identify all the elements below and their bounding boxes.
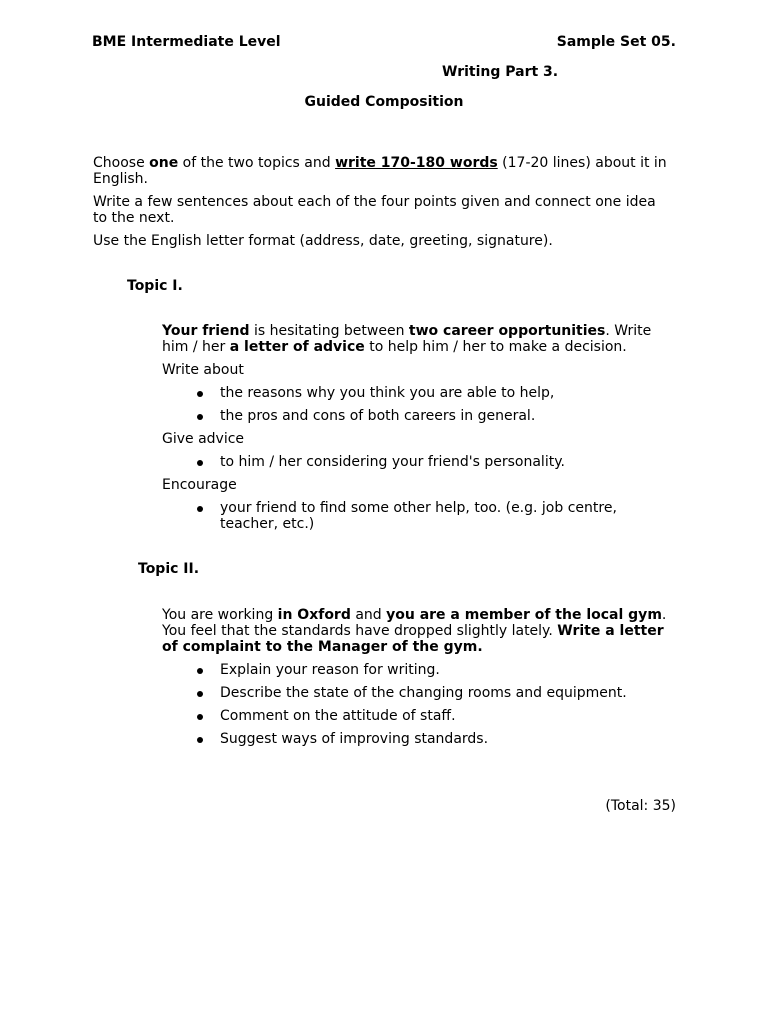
list-item-text: the reasons why you think you are able to help, [220,385,555,401]
topic-2-task-f: Write a letter of complaint to the Manager of the gym. [162,623,664,655]
instruction-3: Use the English letter format (address, date, greeting, signature). [93,233,553,249]
list-item-text: to him / her considering your friend's personality. [220,454,565,470]
total-score: (Total: 35) [605,798,676,814]
topic-1-task-e: a letter of advice [229,339,365,355]
list-item [162,408,677,424]
topic-1-task-c: two career opportunities [408,323,606,339]
topic-2-task-d: you are a member of the local gym [386,607,662,623]
encourage-label: Encourage [162,477,237,493]
topic-2-task-e: . You feel that the standards have dropped slightly lately. [162,607,667,639]
instruction-1-text-a: Choose [93,155,150,171]
topic-1-task-a: Your friend [162,323,250,339]
topic-2-task [162,607,677,655]
list-item [162,385,677,401]
instruction-1-emphasis-one: one [149,155,179,171]
bullet-icon [197,737,203,743]
topic-1-task-b: is hesitating between [249,323,409,339]
list-item [162,662,677,678]
topic-1-task-f: to help him / her to make a decision. [364,339,627,355]
list-item-text: Describe the state of the changing rooms and equipment. [220,685,627,701]
list-item [162,454,677,470]
topic-2-body [162,607,677,754]
write-about-label: Write about [162,362,244,378]
list-item-text: the pros and cons of both careers in general. [220,408,536,424]
instructions [93,155,673,256]
instruction-1 [93,155,673,187]
topic-2-heading: Topic II. [138,561,200,577]
bullet-icon [197,460,203,466]
instruction-1-text-e: (17-20 lines) about it in English. [93,155,667,187]
topic-1-body [162,323,677,539]
encourage-list [162,500,677,532]
bullet-icon [197,714,203,720]
bullet-icon [197,668,203,674]
list-item [162,500,677,532]
list-item-text: Comment on the attitude of staff. [220,708,456,724]
part-heading: Writing Part 3. [442,64,559,80]
topic-2-task-a: You are working [162,607,278,623]
level-header: BME Intermediate Level [92,34,281,50]
instruction-1-word-count: write 170-180 words [335,155,498,171]
give-advice-list [162,454,677,470]
topic-2-task-c: and [350,607,387,623]
list-item [162,731,677,747]
bullet-icon [197,414,203,420]
bullet-icon [197,391,203,397]
topic-1-heading: Topic I. [127,278,183,294]
instruction-1-text-c: of the two topics and [178,155,336,171]
list-item-text: your friend to find some other help, too. (e.g. job centre, teacher, etc.) [220,500,617,532]
bullet-icon [197,506,203,512]
topic-2-list [162,662,677,747]
list-item-text: Explain your reason for writing. [220,662,440,678]
list-item [162,708,677,724]
topic-1-task-d: . Write him / her [162,323,652,355]
write-about-list [162,385,677,424]
list-item [162,685,677,701]
list-item-text: Suggest ways of improving standards. [220,731,489,747]
bullet-icon [197,691,203,697]
sample-set-header: Sample Set 05. [556,34,676,50]
topic-2-task-b: in Oxford [277,607,351,623]
give-advice-label: Give advice [162,431,245,447]
topic-1-task [162,323,677,355]
instruction-2: Write a few sentences about each of the four points given and connect one idea to the next. [93,194,656,226]
page-title: Guided Composition [304,94,464,110]
